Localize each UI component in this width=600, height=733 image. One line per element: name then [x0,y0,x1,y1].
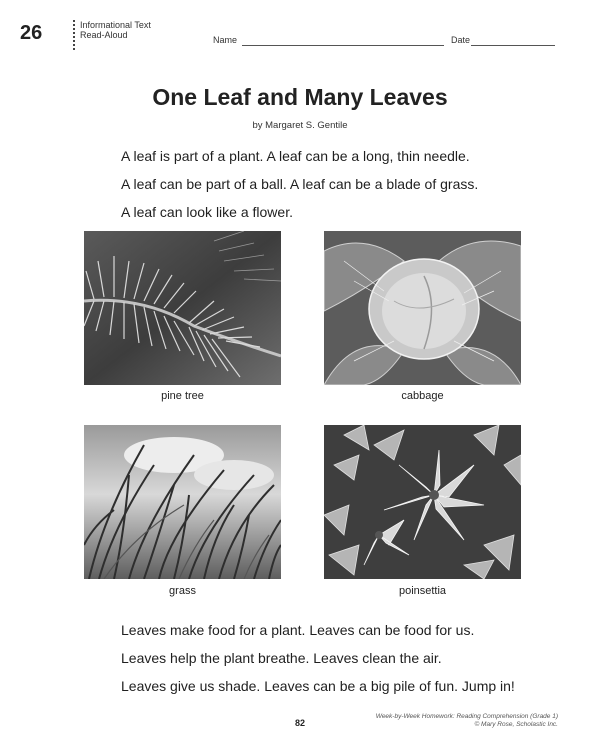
closing-paragraph [121,616,561,700]
intro-line: A leaf can be part of a ball. A leaf can be a blade of grass. [121,176,479,192]
category-label [80,20,151,40]
closing-line: Leaves help the plant breathe. Leaves clean the air. [121,650,442,666]
intro-line: A leaf is part of a plant. A leaf can be a long, thin needle. [121,148,470,164]
name-label: Name [213,35,238,45]
cabbage-photo [324,231,521,385]
closing-line: Leaves make food for a plant. Leaves can be food for us. [121,622,475,638]
name-field-line[interactable] [242,45,444,46]
category-line-1: Informational Text [80,20,151,30]
date-field-line[interactable] [471,45,555,46]
page-label: 26 [20,22,43,44]
category-line-2: Read-Aloud [80,30,128,40]
photo-caption: cabbage [401,390,444,402]
intro-paragraph [121,142,561,226]
byline: by Margaret S. Gentile [252,120,348,131]
header-divider [73,20,75,50]
intro-line: A leaf can look like a flower. [121,204,293,220]
photo-caption: poinsettia [398,585,447,597]
closing-line: Leaves give us shade. Leaves can be a big pile of fun. Jump in! [121,678,515,694]
credit-line-2: © Mary Rose, Scholastic Inc. [474,721,558,728]
page-title: One Leaf and Many Leaves [152,84,448,110]
grass-photo [84,425,281,579]
photo-caption: grass [169,585,196,597]
poinsettia-photo [324,425,521,579]
photo-caption: pine tree [161,390,204,402]
page-number: 82 [294,718,305,728]
pine-needles-photo [84,231,281,385]
credit-line-1: Week-by-Week Homework: Reading Comprehension (Grade 1) [375,713,558,720]
date-label: Date [451,35,471,45]
